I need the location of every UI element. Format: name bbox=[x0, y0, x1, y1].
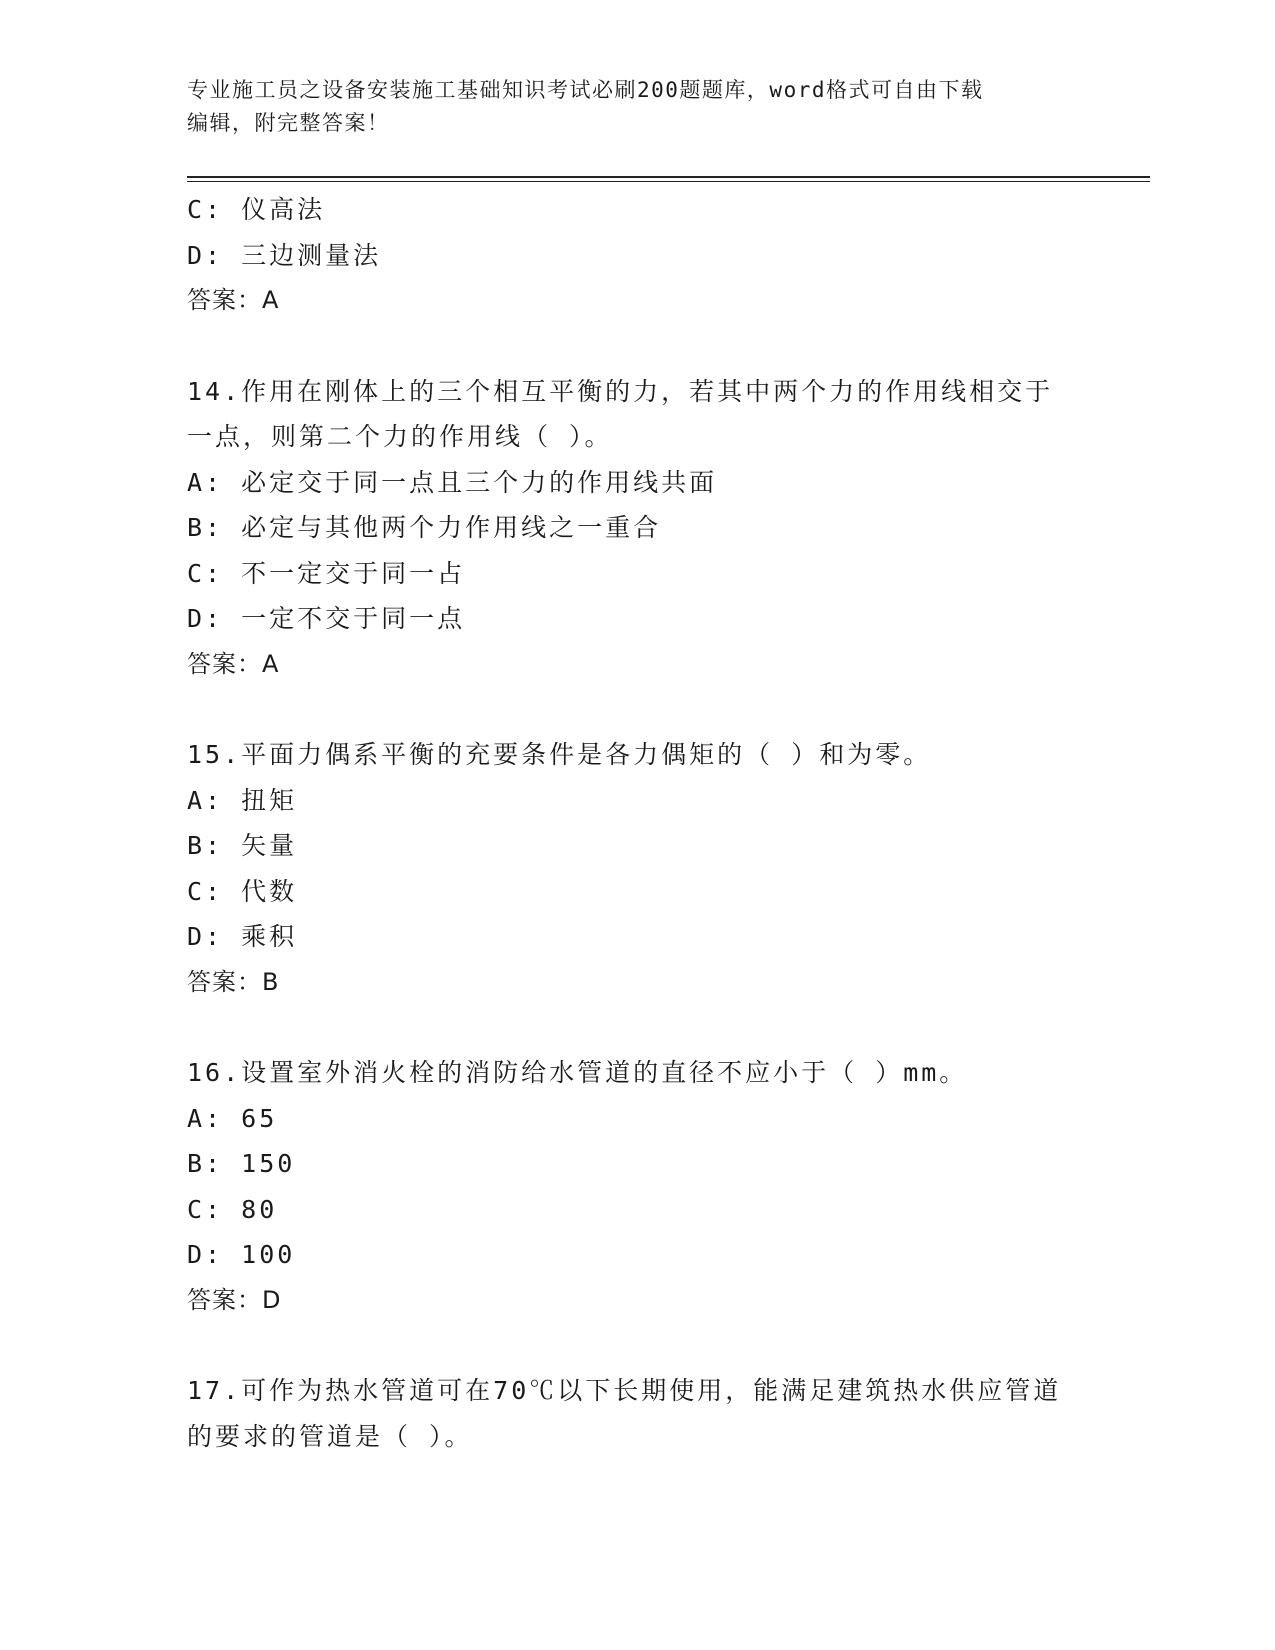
header-divider-thin bbox=[187, 181, 1150, 182]
option-d: D: 三边测量法 bbox=[187, 240, 382, 270]
option-c: C: 仪高法 bbox=[187, 195, 326, 224]
option-c: C: 代数 bbox=[187, 876, 298, 906]
header-title-line-2: 编辑，附完整答案！ bbox=[187, 111, 390, 135]
question-stem-line-1: 15.平面力偶系平衡的充要条件是各力偶矩的（ ）和为零。 bbox=[187, 740, 932, 769]
question-list bbox=[187, 187, 1087, 1459]
option-d: D: 乘积 bbox=[187, 922, 298, 951]
question-spacer bbox=[187, 1323, 1087, 1368]
option-b: B: 矢量 bbox=[187, 831, 298, 860]
option-a: A: 65 bbox=[187, 1103, 278, 1133]
question-stem-line-1: 17.可作为热水管道可在70℃以下长期使用，能满足建筑热水供应管道 bbox=[187, 1376, 1062, 1405]
option-d: D: 100 bbox=[187, 1240, 296, 1269]
question-stem-line-2: 一点，则第二个力的作用线（ ）。 bbox=[187, 422, 613, 451]
answer-line: 答案：B bbox=[187, 967, 280, 996]
question-14 bbox=[187, 369, 1087, 688]
header-title-line-1: 专业施工员之设备安装施工基础知识考试必刷200题题库，word格式可自由下载 bbox=[187, 78, 984, 102]
question-spacer bbox=[187, 1005, 1087, 1050]
option-b: B: 150 bbox=[187, 1149, 296, 1178]
question-15 bbox=[187, 732, 1087, 1005]
option-c: C: 不一定交于同一占 bbox=[187, 558, 466, 588]
header-divider-thick bbox=[187, 176, 1150, 178]
question-stem-line-1: 14.作用在刚体上的三个相互平衡的力，若其中两个力的作用线相交于 bbox=[187, 376, 1054, 406]
question-stem-line-2: 的要求的管道是（ ）。 bbox=[187, 1421, 473, 1451]
question-stem-line-1: 16.设置室外消火栓的消防给水管道的直径不应小于（ ）mm。 bbox=[187, 1058, 968, 1087]
answer-line: 答案：D bbox=[187, 1285, 282, 1314]
option-a: A: 必定交于同一点且三个力的作用线共面 bbox=[187, 467, 718, 497]
document-header bbox=[187, 74, 1067, 140]
answer-line: 答案：A bbox=[187, 286, 280, 314]
option-c: C: 80 bbox=[187, 1194, 278, 1224]
question-spacer bbox=[187, 687, 1087, 732]
question-16 bbox=[187, 1050, 1087, 1323]
question-17 bbox=[187, 1368, 1087, 1459]
option-a: A: 扭矩 bbox=[187, 785, 298, 815]
option-d: D: 一定不交于同一点 bbox=[187, 604, 466, 633]
answer-line: 答案：A bbox=[187, 649, 280, 678]
question-spacer bbox=[187, 324, 1087, 369]
option-b: B: 必定与其他两个力作用线之一重合 bbox=[187, 513, 662, 542]
question-13 bbox=[187, 187, 1087, 324]
